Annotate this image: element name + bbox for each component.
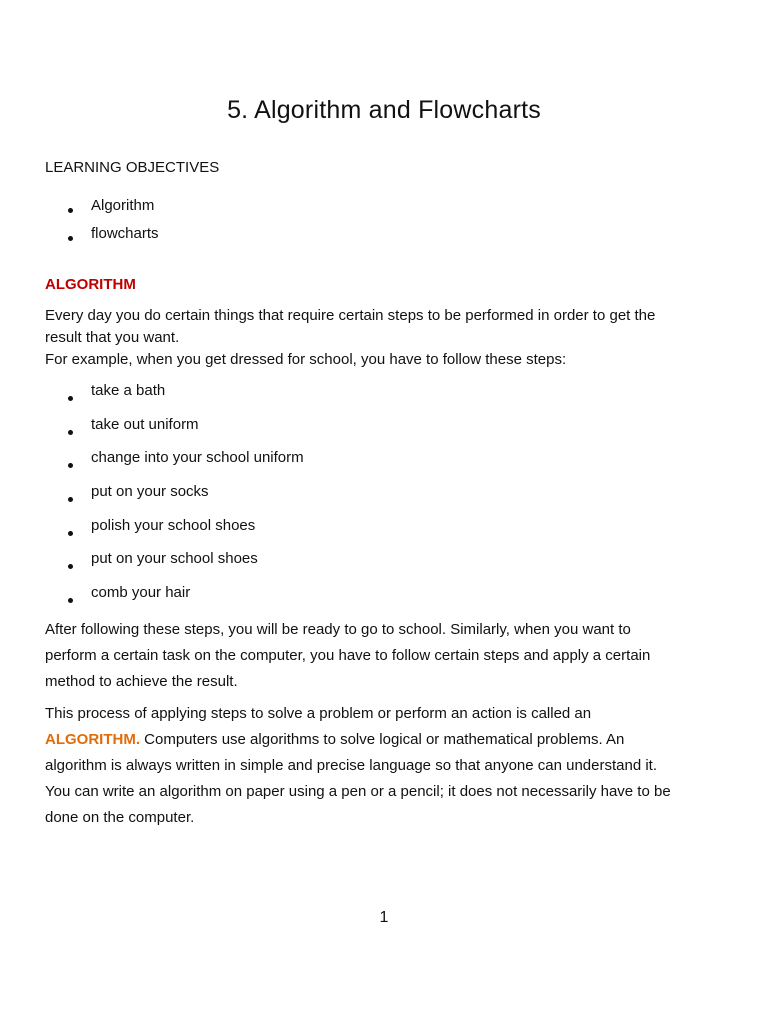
- bullet-icon: [68, 236, 73, 241]
- list-item: [45, 381, 304, 415]
- list-item-label: polish your school shoes: [91, 516, 256, 534]
- objectives-list: [45, 196, 159, 252]
- bullet-icon: [68, 564, 73, 569]
- list-item-label: Algorithm: [91, 197, 155, 214]
- text-line: You can write an algorithm on paper using a pen or a pencil; it does not necessarily have to be: [45, 783, 671, 800]
- list-item: [45, 549, 304, 583]
- list-item: [45, 196, 159, 224]
- list-item-label: put on your socks: [91, 483, 209, 501]
- algorithm-heading: ALGORITHM: [45, 276, 136, 293]
- bullet-icon: [68, 430, 73, 435]
- page-title: 5. Algorithm and Flowcharts: [227, 96, 541, 124]
- list-item: [45, 583, 304, 617]
- text-line: Computers use algorithms to solve logical or mathematical problems. An: [140, 731, 625, 748]
- text-line: This process of applying steps to solve a problem or perform an action is called an: [45, 705, 592, 722]
- list-item: [45, 415, 304, 449]
- list-item: [45, 516, 304, 550]
- list-item-label: comb your hair: [91, 584, 191, 602]
- text-line: done on the computer.: [45, 809, 195, 826]
- steps-list: [45, 381, 304, 617]
- list-item: [45, 448, 304, 482]
- text-line: algorithm is always written in simple and precise language so that anyone can understand it.: [45, 757, 658, 774]
- learning-objectives-heading: LEARNING OBJECTIVES: [45, 159, 220, 176]
- follow-up-paragraph: [45, 617, 725, 695]
- list-item-label: change into your school uniform: [91, 449, 304, 467]
- bullet-icon: [68, 208, 73, 213]
- bullet-icon: [68, 531, 73, 536]
- algorithm-highlight: ALGORITHM.: [45, 731, 140, 748]
- list-item-label: put on your school shoes: [91, 550, 258, 568]
- list-item-label: flowcharts: [91, 225, 159, 242]
- text-line: method to achieve the result.: [45, 673, 238, 690]
- page-number: 1: [379, 909, 389, 926]
- list-item-label: take a bath: [91, 382, 166, 399]
- list-item: [45, 224, 159, 252]
- text-line: After following these steps, you will be ready to go to school. Similarly, when you want to: [45, 621, 631, 638]
- bullet-icon: [68, 396, 73, 401]
- list-item-label: take out uniform: [91, 415, 199, 433]
- intro-paragraph: [45, 305, 725, 371]
- bullet-icon: [68, 463, 73, 468]
- text-line: result that you want.: [45, 329, 180, 346]
- bullet-icon: [68, 497, 73, 502]
- text-line: For example, when you get dressed for school, you have to follow these steps:: [45, 351, 567, 368]
- text-line: perform a certain task on the computer, you have to follow certain steps and apply a certain: [45, 647, 651, 664]
- definition-paragraph: [45, 701, 725, 831]
- bullet-icon: [68, 598, 73, 603]
- text-line: Every day you do certain things that require certain steps to be performed in order to get the: [45, 307, 656, 324]
- list-item: [45, 482, 304, 516]
